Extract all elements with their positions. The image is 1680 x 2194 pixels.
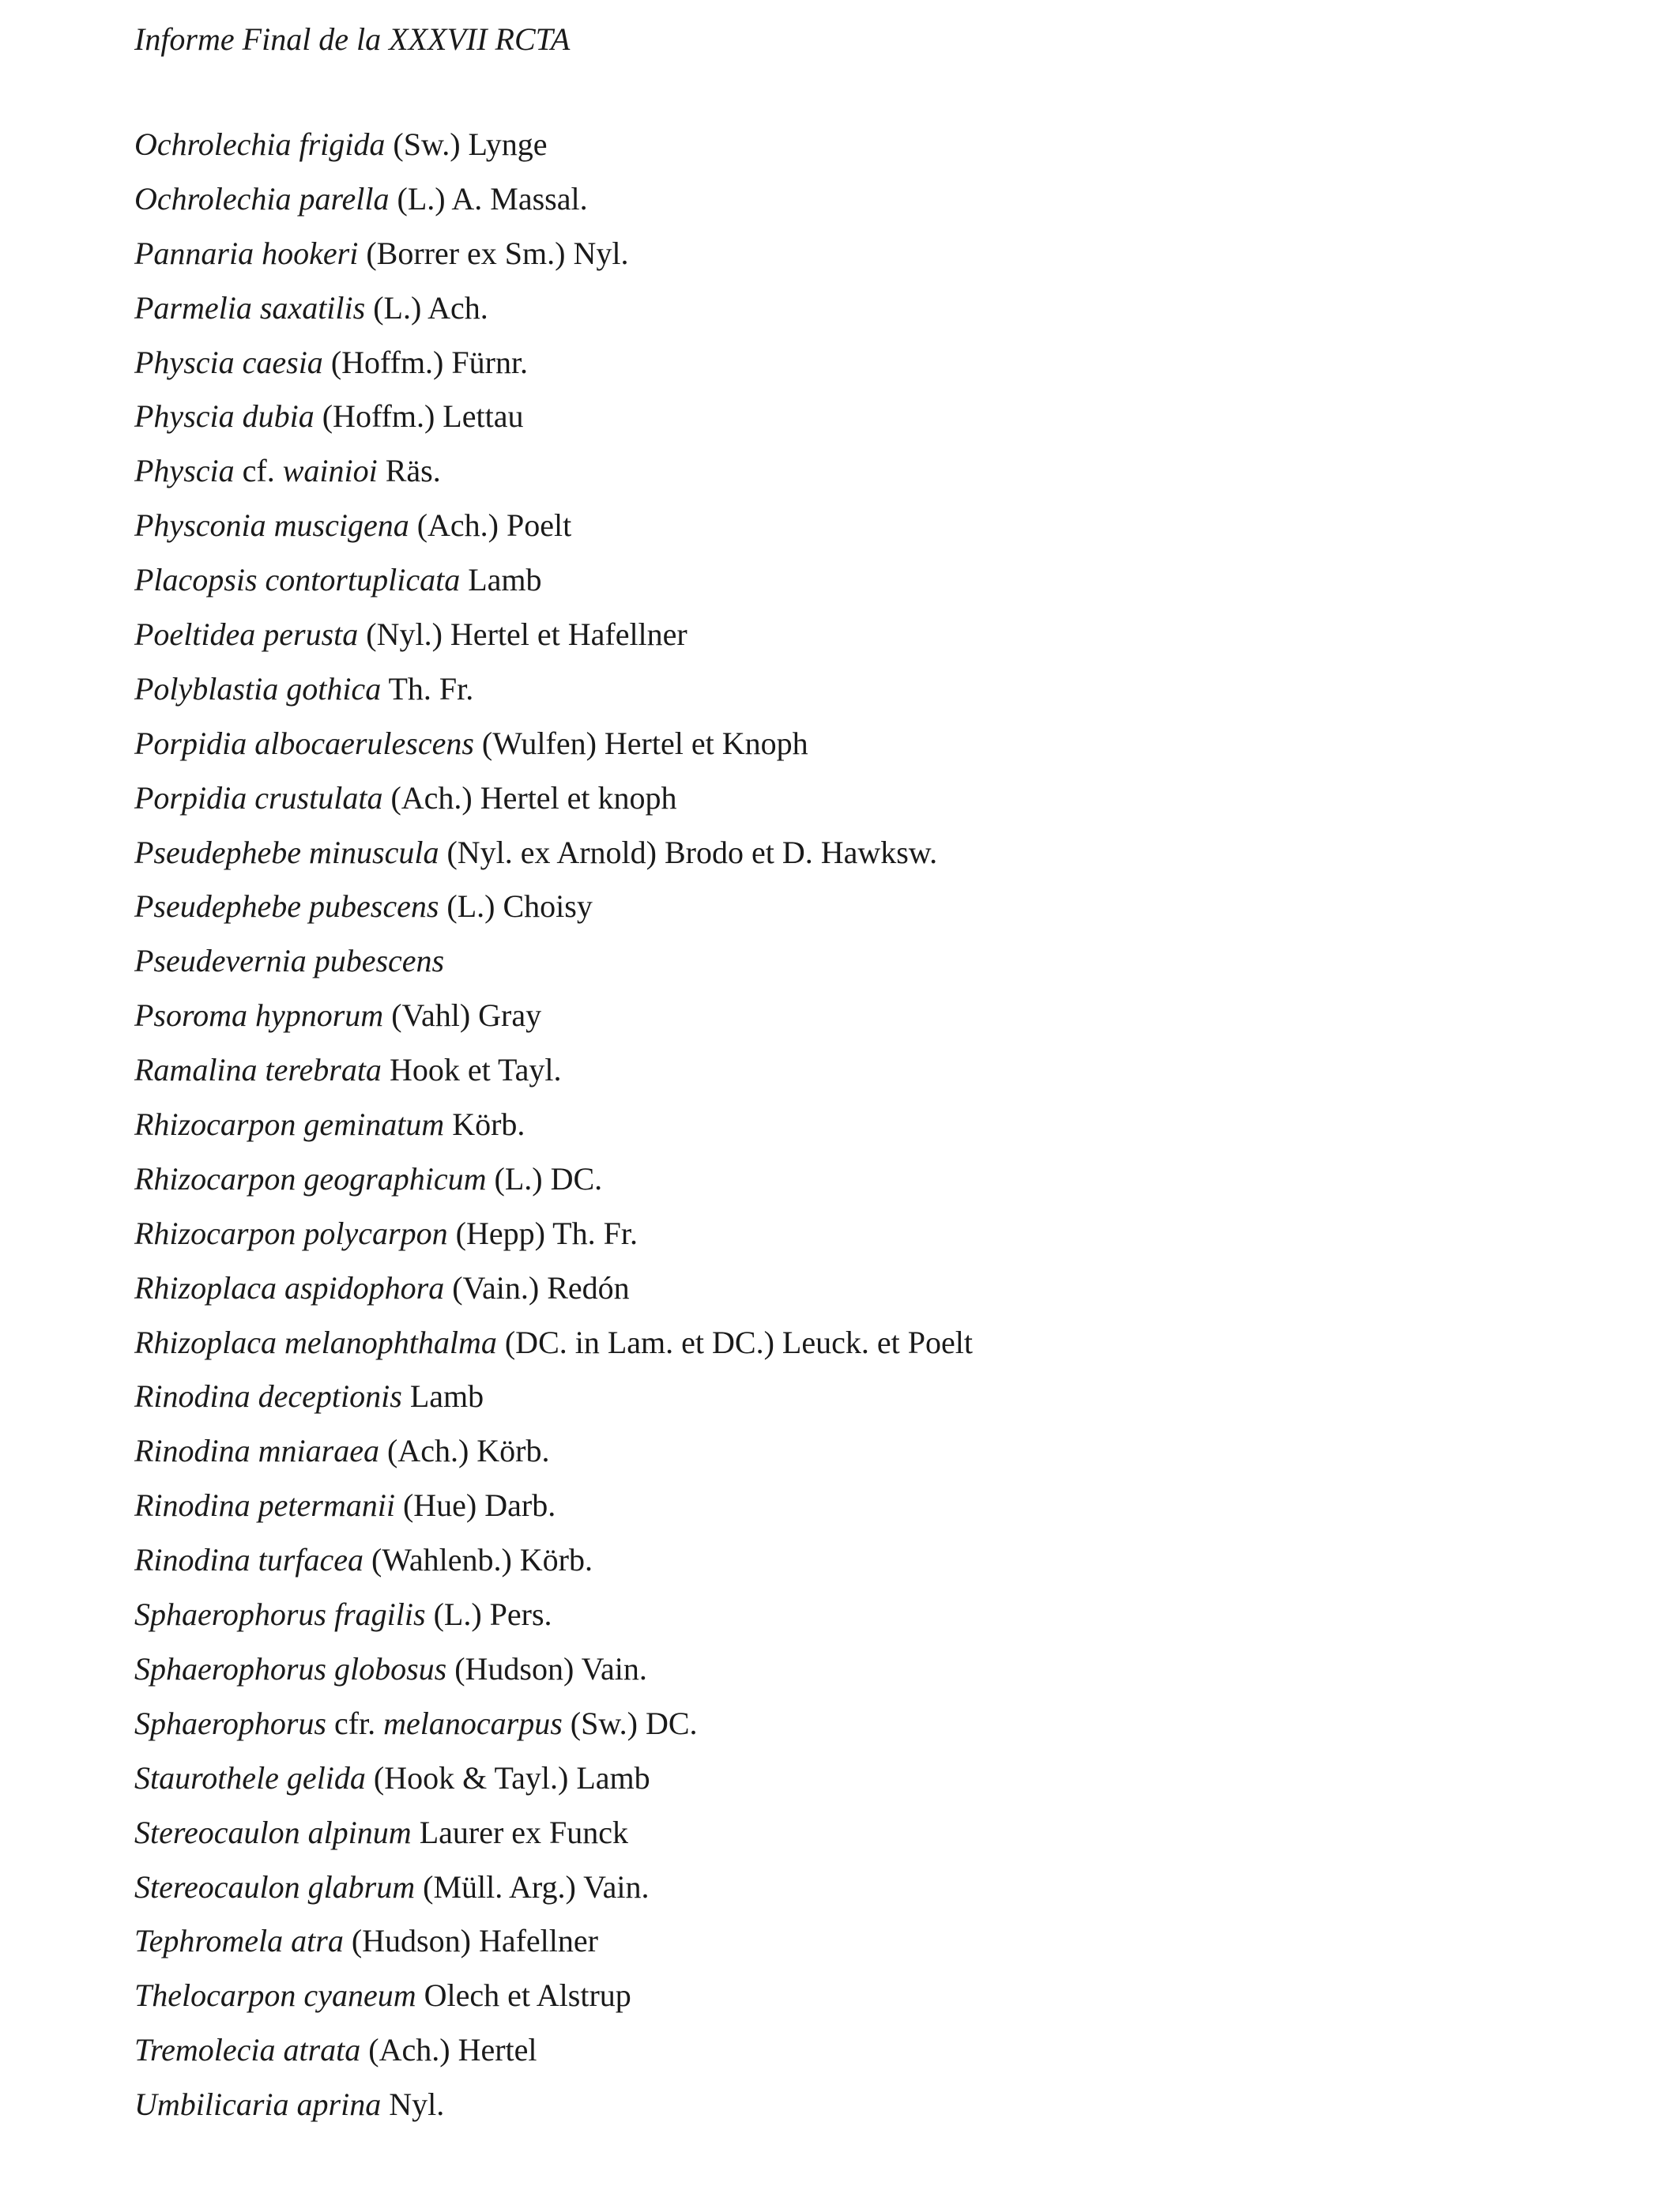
species-authority: (Borrer ex Sm.) Nyl. xyxy=(358,235,629,271)
species-entry xyxy=(134,449,973,503)
species-authority: Hook et Tayl. xyxy=(381,1052,562,1088)
species-name: Ochrolechia parella xyxy=(134,180,390,217)
species-name: Physconia muscigena xyxy=(134,507,409,544)
species-name: Porpidia crustulata xyxy=(134,779,383,816)
species-entry xyxy=(134,831,973,885)
species-name: Rhizoplaca aspidophora xyxy=(134,1269,445,1306)
species-name: Rinodina mniaraea xyxy=(134,1433,379,1469)
species-authority: (L.) A. Massal. xyxy=(389,180,588,217)
species-name: Tephromela atra xyxy=(134,1923,344,1959)
species-name: Polyblastia gothica xyxy=(134,670,382,707)
species-authority: (L.) Pers. xyxy=(425,1596,552,1633)
species-entry xyxy=(134,177,973,232)
species-entry xyxy=(134,1103,973,1157)
species-authority: (Wulfen) Hertel et Knoph xyxy=(473,725,808,761)
species-authority: (Hudson) Vain. xyxy=(446,1650,647,1687)
species-name: Sphaerophorus xyxy=(134,1705,326,1741)
species-authority: (Ach.) Hertel et knoph xyxy=(382,779,677,816)
species-authority: Th. Fr. xyxy=(381,670,474,707)
species-name: Umbilicaria aprina xyxy=(134,2087,382,2123)
species-entry xyxy=(134,1321,973,1375)
species-name: Pseudephebe pubescens xyxy=(134,888,439,925)
species-authority: Laurer ex Funck xyxy=(411,1814,629,1850)
species-name: Parmelia saxatilis xyxy=(134,289,366,326)
species-name: Sphaerophorus globosus xyxy=(134,1650,447,1687)
species-name: Ramalina terebrata xyxy=(134,1052,382,1088)
species-name: Tremolecia atrata xyxy=(134,2032,361,2068)
species-authority: (Hook & Tayl.) Lamb xyxy=(365,1759,650,1796)
species-entry xyxy=(134,2083,973,2137)
species-authority: (Hudson) Hafellner xyxy=(343,1923,598,1959)
species-entry xyxy=(134,993,973,1048)
species-name: Rhizocarpon geminatum xyxy=(134,1106,445,1143)
species-authority: (Wahlenb.) Körb. xyxy=(363,1542,593,1578)
species-entry xyxy=(134,503,973,558)
species-name: Rhizoplaca melanophthalma xyxy=(134,1324,497,1360)
species-entry xyxy=(134,558,973,613)
species-name: Stereocaulon alpinum xyxy=(134,1814,412,1850)
species-authority: (Hoffm.) Fürnr. xyxy=(322,344,529,380)
species-name: Thelocarpon cyaneum xyxy=(134,1977,416,2014)
species-name: Physcia caesia xyxy=(134,344,323,380)
species-entry xyxy=(134,667,973,722)
species-entry xyxy=(134,1212,973,1266)
species-entry xyxy=(134,1702,973,1756)
species-name: Sphaerophorus fragilis xyxy=(134,1596,426,1633)
species-authority: Räs. xyxy=(377,453,441,489)
species-entry xyxy=(134,1593,973,1647)
species-authority: Nyl. xyxy=(381,2087,445,2123)
species-authority: (L.) Choisy xyxy=(439,888,593,925)
species-name: Ochrolechia frigida xyxy=(134,126,386,162)
species-name: Stereocaulon glabrum xyxy=(134,1868,416,1905)
species-entry xyxy=(134,722,973,776)
species-authority: (Nyl. ex Arnold) Brodo et D. Hawksw. xyxy=(439,834,938,870)
species-entry xyxy=(134,286,973,341)
species-entry xyxy=(134,776,973,831)
species-authority: Körb. xyxy=(444,1106,525,1143)
species-entry xyxy=(134,1756,973,1811)
species-entry xyxy=(134,884,973,939)
species-name: Rinodina turfacea xyxy=(134,1542,363,1578)
species-qualifier: cf. xyxy=(234,453,283,489)
species-entry xyxy=(134,232,973,286)
species-epithet: melanocarpus xyxy=(383,1705,563,1741)
species-name: Poeltidea perusta xyxy=(134,616,359,653)
species-name: Rinodina deceptionis xyxy=(134,1378,402,1415)
species-authority: (Nyl.) Hertel et Hafellner xyxy=(358,616,687,653)
species-authority: (Hoffm.) Lettau xyxy=(314,398,524,435)
species-entry xyxy=(134,1266,973,1321)
species-authority: Lamb xyxy=(401,1378,484,1415)
page-header: Informe Final de la XXXVII RCTA xyxy=(134,21,571,57)
species-entry xyxy=(134,1429,973,1483)
species-authority: (L.) DC. xyxy=(486,1160,603,1197)
species-authority: Olech et Alstrup xyxy=(416,1977,631,2014)
species-name: Physcia xyxy=(134,453,235,489)
species-authority: (Vahl) Gray xyxy=(383,997,542,1034)
species-entry xyxy=(134,1374,973,1429)
species-authority: (Hepp) Th. Fr. xyxy=(447,1215,638,1251)
species-name: Rinodina petermanii xyxy=(134,1487,395,1524)
species-entry xyxy=(134,1048,973,1103)
species-authority: Lamb xyxy=(460,562,542,598)
species-entry xyxy=(134,1811,973,1865)
species-authority: (DC. in Lam. et DC.) Leuck. et Poelt xyxy=(496,1324,973,1360)
species-name: Pannaria hookeri xyxy=(134,235,359,271)
species-entry xyxy=(134,1483,973,1538)
species-entry xyxy=(134,1157,973,1212)
species-entry xyxy=(134,2028,973,2083)
species-entry xyxy=(134,394,973,449)
species-list xyxy=(134,123,973,2137)
species-name: Pseudevernia pubescens xyxy=(134,943,445,979)
species-name: Staurothele gelida xyxy=(134,1759,366,1796)
species-entry xyxy=(134,939,973,993)
species-authority: (Hue) Darb. xyxy=(394,1487,556,1524)
species-entry xyxy=(134,613,973,667)
species-authority: (L.) Ach. xyxy=(365,289,488,326)
species-authority: (Ach.) Körb. xyxy=(379,1433,550,1469)
species-entry xyxy=(134,341,973,395)
species-name: Porpidia albocaerulescens xyxy=(134,725,474,761)
species-authority: (Ach.) Hertel xyxy=(360,2032,537,2068)
species-epithet: wainioi xyxy=(282,453,378,489)
species-name: Rhizocarpon polycarpon xyxy=(134,1215,448,1251)
species-entry xyxy=(134,1865,973,1920)
species-name: Placopsis contortuplicata xyxy=(134,562,461,598)
species-entry xyxy=(134,1973,973,2028)
species-entry xyxy=(134,123,973,177)
species-entry xyxy=(134,1538,973,1593)
species-name: Pseudephebe minuscula xyxy=(134,834,439,870)
species-name: Psoroma hypnorum xyxy=(134,997,384,1034)
species-entry xyxy=(134,1919,973,1973)
species-qualifier: cfr. xyxy=(326,1705,384,1741)
species-name: Rhizocarpon geographicum xyxy=(134,1160,487,1197)
species-name: Physcia dubia xyxy=(134,398,315,435)
species-authority: (Sw.) DC. xyxy=(562,1705,698,1741)
species-authority: (Vain.) Redón xyxy=(444,1269,630,1306)
species-authority: (Sw.) Lynge xyxy=(385,126,548,162)
species-authority: (Müll. Arg.) Vain. xyxy=(415,1868,650,1905)
species-entry xyxy=(134,1647,973,1702)
species-authority: (Ach.) Poelt xyxy=(409,507,572,544)
